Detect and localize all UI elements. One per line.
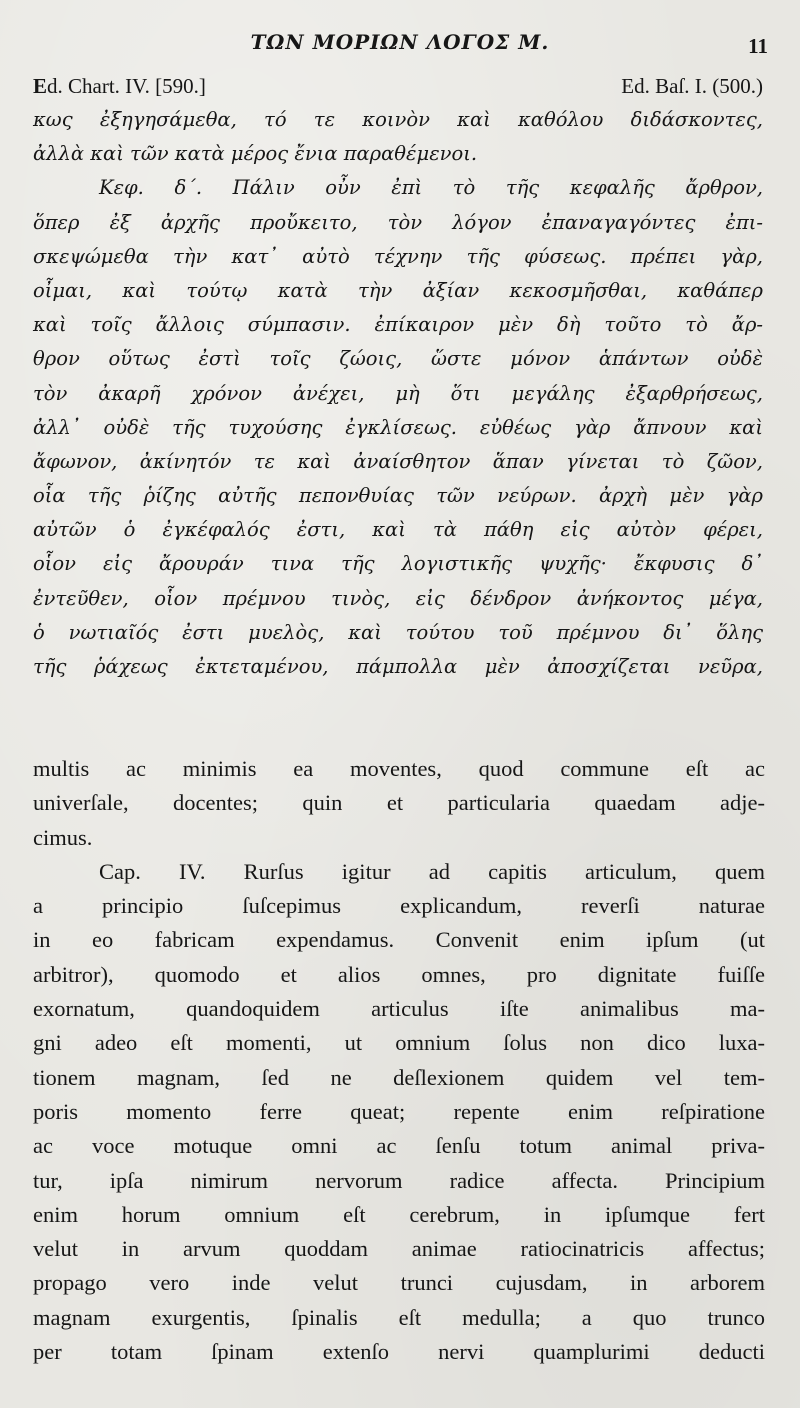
greek-chapter-start-line: Κεφ. δ΄. Πάλιν οὖν ἐπὶ τὸ τῆς κεφαλῆς ἄρθρον,: [99, 176, 763, 200]
greek-line: ἀλλὰ καὶ τῶν κατὰ μέρος ἔνια παραθέμενοι.: [33, 142, 478, 166]
page-number: 11: [748, 34, 768, 58]
latin-line: gni adeo eſt momenti, ut omnium ſolus non dico luxa-: [33, 1030, 765, 1056]
greek-line: κως ἐξηγησάμεθα, τό τε κοινὸν καὶ καθόλου διδάσκοντες,: [33, 108, 763, 131]
latin-line: tur, ipſa nimirum nervorum radice affecta. Principium: [33, 1167, 765, 1193]
greek-line: οἷα τῆς ῥίζης αὐτῆς πεπονθυίας τῶν νεύρων. ἀρχὴ μὲν γὰρ: [33, 484, 763, 508]
latin-chapter-start-line: Cap. IV. Rurſus igitur ad capitis articulum, quem: [99, 858, 765, 884]
greek-line: οἶμαι, καὶ τούτῳ κατὰ τὴν ἀξίαν κεκοσμῆσθαι, καθάπερ: [33, 278, 763, 302]
running-title: ΤΩΝ ΜΟΡΙΩΝ ΛΟΓΟΣ Μ.: [250, 30, 550, 54]
greek-line: ὁ νωτιαῖός ἐστι μυελὸς, καὶ τούτου τοῦ πρέμνου δι᾽ ὅλης: [33, 620, 763, 644]
latin-line: in eo fabricam expendamus. Convenit enim ipſum (ut: [33, 927, 765, 953]
greek-line: τῆς ῥάχεως ἐκτεταμένου, πάμπολλα μὲν ἀποσχίζεται νεῦρα,: [33, 655, 763, 678]
latin-line: enim horum omnium eſt cerebrum, in ipſumque fert: [33, 1201, 765, 1227]
latin-line: univerſale, docentes; quin et particularia quaedam adje-: [33, 790, 765, 816]
latin-line: cimus.: [33, 824, 93, 850]
greek-line: ὅπερ ἐξ ἀρχῆς προὔκειτο, τὸν λόγον ἐπαναγαγόντες ἐπι-: [33, 210, 763, 234]
greek-line: τὸν ἀκαρῆ χρόνον ἀνέχει, μὴ ὅτι μεγάλης ἐξαρθρήσεως,: [33, 381, 763, 405]
edition-reference-line: [33, 74, 763, 99]
latin-line: magnam exurgentis, ſpinalis eſt medulla; a quo trunco: [33, 1304, 765, 1330]
latin-line: velut in arvum quoddam animae ratiocinatricis affectus;: [33, 1236, 765, 1262]
latin-line: exornatum, quandoquidem articulus iſte animalibus ma-: [33, 996, 765, 1022]
latin-line: propago vero inde velut trunci cujusdam, in arborem: [33, 1270, 765, 1296]
greek-line: οἷον εἰς ἄρουράν τινα τῆς λογιστικῆς ψυχῆς· ἔκφυσις δ᾽: [33, 552, 763, 576]
latin-line: ac voce motuque omni ac ſenſu totum animal priva-: [33, 1133, 765, 1159]
latin-line: per totam ſpinam extenſo nervi quamplurimi deducti: [33, 1339, 765, 1365]
latin-line: multis ac minimis ea moventes, quod commune eſt ac: [33, 756, 765, 781]
latin-line: tionem magnam, ſed ne deſlexionem quidem vel tem-: [33, 1064, 765, 1090]
greek-line: αὐτῶν ὁ ἐγκέφαλός ἐστι, καὶ τὰ πάθη εἰς αὐτὸν φέρει,: [33, 518, 763, 542]
latin-line: poris momento ferre queat; repente enim reſpiratione: [33, 1098, 765, 1124]
greek-line: ἐντεῦθεν, οἷον πρέμνου τινὸς, εἰς δένδρον ἀνήκοντος μέγα,: [33, 586, 763, 610]
edition-chart-reference: Ed. Chart. IV. [590.]: [33, 74, 206, 98]
greek-line: ἀλλ᾽ οὐδὲ τῆς τυχούσης ἐγκλίσεως. εὐθέως γὰρ ἄπνουν καὶ: [33, 415, 763, 439]
greek-line: σκεψώμεθα τὴν κατ᾽ αὐτὸ τέχνην τῆς φύσεως. πρέπει γὰρ,: [33, 244, 763, 268]
latin-line: a principio ſuſcepimus explicandum, reverſi naturae: [33, 893, 765, 919]
greek-line: καὶ τοῖς ἄλλοις σύμπασιν. ἐπίκαιρον μὲν δὴ τοῦτο τὸ ἄρ-: [33, 313, 763, 337]
latin-line: arbitror), quomodo et alios omnes, pro dignitate fuiſſe: [33, 961, 765, 987]
greek-text-block: [33, 103, 763, 684]
greek-line: ἄφωνον, ἀκίνητόν τε καὶ ἀναίσθητον ἅπαν γίνεται τὸ ζῶον,: [33, 449, 763, 473]
latin-text-block: [33, 752, 765, 1369]
greek-line: θρον οὕτως ἐστὶ τοῖς ζώοις, ὥστε μόνον ἁπάντων οὐδὲ: [33, 347, 763, 371]
edition-basel-reference: Ed. Baſ. I. (500.): [621, 74, 763, 98]
